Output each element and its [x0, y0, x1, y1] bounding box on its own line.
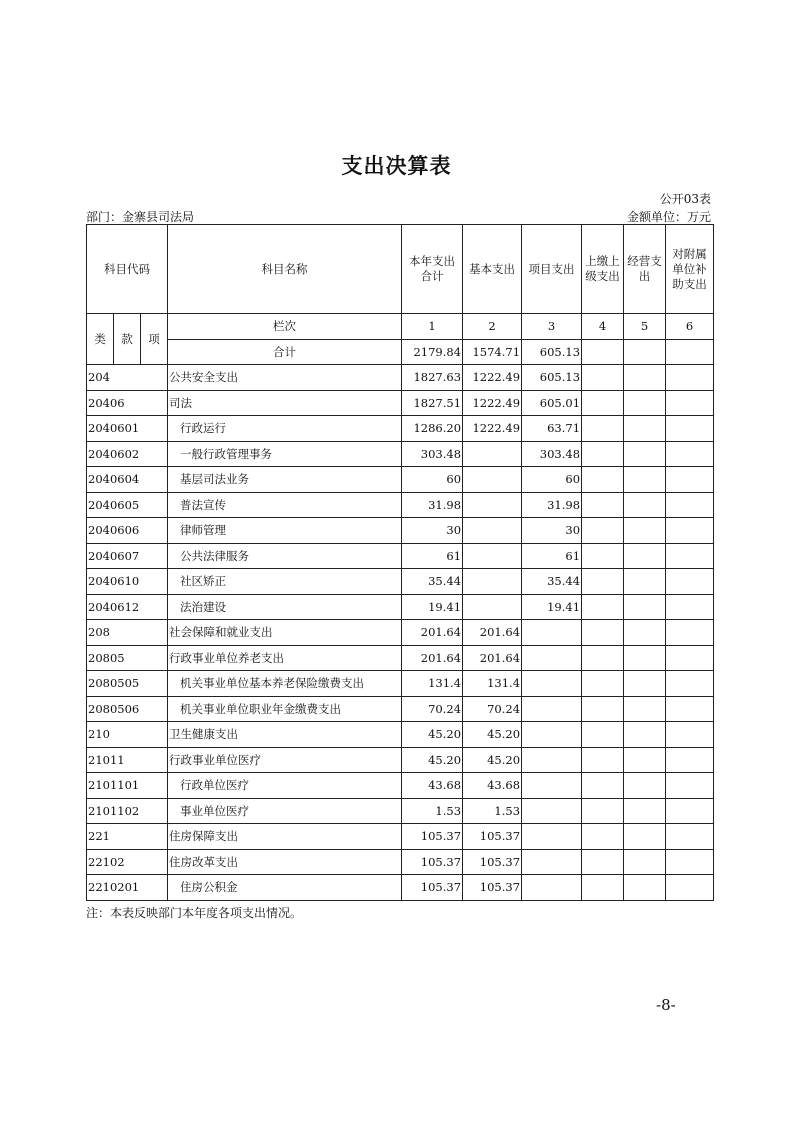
table-row [87, 849, 714, 875]
row-upper [582, 722, 624, 748]
row-code: 2101102 [87, 798, 168, 824]
table-row [87, 365, 714, 391]
table-row [87, 492, 714, 518]
row-upper [582, 569, 624, 595]
row-total: 201.64 [402, 645, 463, 671]
row-basic: 70.24 [463, 696, 522, 722]
row-upper [582, 620, 624, 646]
total-total: 2179.84 [402, 339, 463, 365]
row-project: 31.98 [522, 492, 582, 518]
row-name: 机关事业单位职业年金缴费支出 [168, 696, 402, 722]
row-upper [582, 416, 624, 442]
row-upper [582, 594, 624, 620]
row-basic [463, 441, 522, 467]
row-basic: 45.20 [463, 722, 522, 748]
header-project: 项目支出 [522, 225, 582, 314]
row-upper [582, 390, 624, 416]
table-row [87, 620, 714, 646]
row-project [522, 875, 582, 901]
row-subsidy [666, 875, 714, 901]
row-upper [582, 798, 624, 824]
row-code: 2040605 [87, 492, 168, 518]
row-business [624, 696, 666, 722]
row-total: 19.41 [402, 594, 463, 620]
total-basic: 1574.71 [463, 339, 522, 365]
row-business [624, 747, 666, 773]
row-upper [582, 773, 624, 799]
row-subsidy [666, 416, 714, 442]
row-code: 2040610 [87, 569, 168, 595]
row-project [522, 824, 582, 850]
row-basic [463, 569, 522, 595]
row-total: 1.53 [402, 798, 463, 824]
table-row [87, 645, 714, 671]
row-business [624, 722, 666, 748]
row-subsidy [666, 518, 714, 544]
header-total: 本年支出合计 [402, 225, 463, 314]
header-upper: 上缴上级支出 [582, 225, 624, 314]
row-business [624, 441, 666, 467]
row-business [624, 773, 666, 799]
row-project [522, 798, 582, 824]
row-upper [582, 875, 624, 901]
table-row [87, 747, 714, 773]
row-subsidy [666, 594, 714, 620]
col-num: 1 [402, 314, 463, 340]
unit-label: 金额单位：万元 [626, 210, 711, 224]
row-business [624, 620, 666, 646]
row-name: 公共安全支出 [168, 365, 402, 391]
row-total: 131.4 [402, 671, 463, 697]
row-name: 社区矫正 [168, 569, 402, 595]
header-name: 科目名称 [168, 225, 402, 314]
row-code: 2080506 [87, 696, 168, 722]
row-name: 行政运行 [168, 416, 402, 442]
col-num: 2 [463, 314, 522, 340]
row-business [624, 594, 666, 620]
row-code: 21011 [87, 747, 168, 773]
col-num: 3 [522, 314, 582, 340]
row-upper [582, 747, 624, 773]
row-business [624, 824, 666, 850]
row-project: 63.71 [522, 416, 582, 442]
row-project: 19.41 [522, 594, 582, 620]
table-row [87, 824, 714, 850]
row-upper [582, 467, 624, 493]
row-basic: 201.64 [463, 645, 522, 671]
row-upper [582, 671, 624, 697]
total-row [87, 339, 714, 365]
row-code: 22102 [87, 849, 168, 875]
row-total: 43.68 [402, 773, 463, 799]
row-subsidy [666, 747, 714, 773]
row-name: 卫生健康支出 [168, 722, 402, 748]
row-business [624, 798, 666, 824]
row-project: 61 [522, 543, 582, 569]
row-code: 208 [87, 620, 168, 646]
row-basic: 1.53 [463, 798, 522, 824]
row-upper [582, 365, 624, 391]
row-code: 2040607 [87, 543, 168, 569]
row-subsidy [666, 569, 714, 595]
row-basic: 105.37 [463, 849, 522, 875]
row-upper [582, 492, 624, 518]
row-code: 2080505 [87, 671, 168, 697]
col-num: 6 [666, 314, 714, 340]
header-kuan: 款 [114, 314, 141, 365]
table-row [87, 543, 714, 569]
row-name: 机关事业单位基本养老保险缴费支出 [168, 671, 402, 697]
row-basic: 105.37 [463, 824, 522, 850]
row-project: 30 [522, 518, 582, 544]
row-subsidy [666, 773, 714, 799]
row-upper [582, 824, 624, 850]
row-name: 法治建设 [168, 594, 402, 620]
row-project: 35.44 [522, 569, 582, 595]
row-basic [463, 543, 522, 569]
total-label: 合计 [168, 339, 402, 365]
row-name: 住房保障支出 [168, 824, 402, 850]
header-business: 经营支出 [624, 225, 666, 314]
row-subsidy [666, 467, 714, 493]
row-total: 1827.63 [402, 365, 463, 391]
row-business [624, 875, 666, 901]
row-basic: 131.4 [463, 671, 522, 697]
row-basic: 1222.49 [463, 365, 522, 391]
page-title: 支出决算表 [341, 154, 452, 178]
row-code: 2040601 [87, 416, 168, 442]
row-subsidy [666, 620, 714, 646]
row-project [522, 722, 582, 748]
row-business [624, 390, 666, 416]
table-row [87, 518, 714, 544]
row-name: 住房改革支出 [168, 849, 402, 875]
header-subsidy: 对附属单位补助支出 [666, 225, 714, 314]
row-total: 45.20 [402, 747, 463, 773]
row-subsidy [666, 543, 714, 569]
row-code: 2040612 [87, 594, 168, 620]
row-upper [582, 543, 624, 569]
row-basic: 105.37 [463, 875, 522, 901]
total-project: 605.13 [522, 339, 582, 365]
table-row [87, 722, 714, 748]
row-total: 303.48 [402, 441, 463, 467]
row-subsidy [666, 492, 714, 518]
row-upper [582, 849, 624, 875]
table-row [87, 696, 714, 722]
row-code: 2040602 [87, 441, 168, 467]
row-project: 605.13 [522, 365, 582, 391]
header-xiang: 项 [141, 314, 168, 365]
row-code: 2210201 [87, 875, 168, 901]
row-basic: 1222.49 [463, 390, 522, 416]
table-row [87, 416, 714, 442]
header-lei: 类 [87, 314, 114, 365]
row-total: 1286.20 [402, 416, 463, 442]
row-subsidy [666, 722, 714, 748]
table-row [87, 594, 714, 620]
row-basic [463, 467, 522, 493]
table-row [87, 671, 714, 697]
row-business [624, 492, 666, 518]
header-basic: 基本支出 [463, 225, 522, 314]
row-total: 45.20 [402, 722, 463, 748]
column-label: 栏次 [168, 314, 402, 340]
row-project: 605.01 [522, 390, 582, 416]
column-number-row [87, 314, 714, 340]
row-total: 1827.51 [402, 390, 463, 416]
row-subsidy [666, 671, 714, 697]
row-total: 201.64 [402, 620, 463, 646]
row-project [522, 645, 582, 671]
form-number: 公开03表 [659, 192, 711, 206]
row-name: 律师管理 [168, 518, 402, 544]
table-row [87, 798, 714, 824]
row-code: 204 [87, 365, 168, 391]
row-project [522, 773, 582, 799]
row-business [624, 645, 666, 671]
row-basic: 201.64 [463, 620, 522, 646]
row-business [624, 365, 666, 391]
row-total: 60 [402, 467, 463, 493]
row-name: 行政事业单位医疗 [168, 747, 402, 773]
row-business [624, 569, 666, 595]
row-name: 事业单位医疗 [168, 798, 402, 824]
row-name: 行政单位医疗 [168, 773, 402, 799]
row-basic: 43.68 [463, 773, 522, 799]
row-subsidy [666, 824, 714, 850]
row-code: 221 [87, 824, 168, 850]
row-code: 20805 [87, 645, 168, 671]
row-business [624, 671, 666, 697]
row-name: 行政事业单位养老支出 [168, 645, 402, 671]
row-subsidy [666, 798, 714, 824]
row-basic: 45.20 [463, 747, 522, 773]
row-subsidy [666, 365, 714, 391]
header-row [87, 225, 714, 314]
row-code: 210 [87, 722, 168, 748]
row-subsidy [666, 390, 714, 416]
row-name: 公共法律服务 [168, 543, 402, 569]
row-basic [463, 492, 522, 518]
row-name: 普法宣传 [168, 492, 402, 518]
row-project [522, 747, 582, 773]
row-code: 2101101 [87, 773, 168, 799]
row-name: 一般行政管理事务 [168, 441, 402, 467]
expenditure-table [86, 224, 714, 901]
row-name: 社会保障和就业支出 [168, 620, 402, 646]
header-code: 科目代码 [87, 225, 168, 314]
table-note: 注：本表反映部门本年度各项支出情况。 [86, 906, 303, 920]
table-row [87, 467, 714, 493]
row-upper [582, 696, 624, 722]
row-business [624, 543, 666, 569]
col-num: 5 [624, 314, 666, 340]
table-row [87, 390, 714, 416]
table-row [87, 441, 714, 467]
row-upper [582, 645, 624, 671]
row-basic: 1222.49 [463, 416, 522, 442]
table-row [87, 875, 714, 901]
row-code: 2040606 [87, 518, 168, 544]
row-name: 住房公积金 [168, 875, 402, 901]
table-row [87, 773, 714, 799]
row-business [624, 849, 666, 875]
row-project [522, 671, 582, 697]
row-subsidy [666, 645, 714, 671]
row-basic [463, 594, 522, 620]
row-project: 60 [522, 467, 582, 493]
row-business [624, 518, 666, 544]
row-subsidy [666, 849, 714, 875]
row-total: 70.24 [402, 696, 463, 722]
row-upper [582, 441, 624, 467]
row-total: 30 [402, 518, 463, 544]
row-total: 105.37 [402, 849, 463, 875]
row-total: 35.44 [402, 569, 463, 595]
page-number: -8- [656, 996, 676, 1014]
row-business [624, 467, 666, 493]
table-row [87, 569, 714, 595]
row-total: 105.37 [402, 824, 463, 850]
row-business [624, 416, 666, 442]
col-num: 4 [582, 314, 624, 340]
row-total: 61 [402, 543, 463, 569]
row-name: 基层司法业务 [168, 467, 402, 493]
row-upper [582, 518, 624, 544]
row-total: 31.98 [402, 492, 463, 518]
row-total: 105.37 [402, 875, 463, 901]
row-code: 2040604 [87, 467, 168, 493]
row-subsidy [666, 696, 714, 722]
row-subsidy [666, 441, 714, 467]
department-label: 部门：金寨县司法局 [86, 210, 195, 224]
row-project: 303.48 [522, 441, 582, 467]
row-project [522, 696, 582, 722]
row-name: 司法 [168, 390, 402, 416]
row-project [522, 849, 582, 875]
row-code: 20406 [87, 390, 168, 416]
row-project [522, 620, 582, 646]
row-basic [463, 518, 522, 544]
